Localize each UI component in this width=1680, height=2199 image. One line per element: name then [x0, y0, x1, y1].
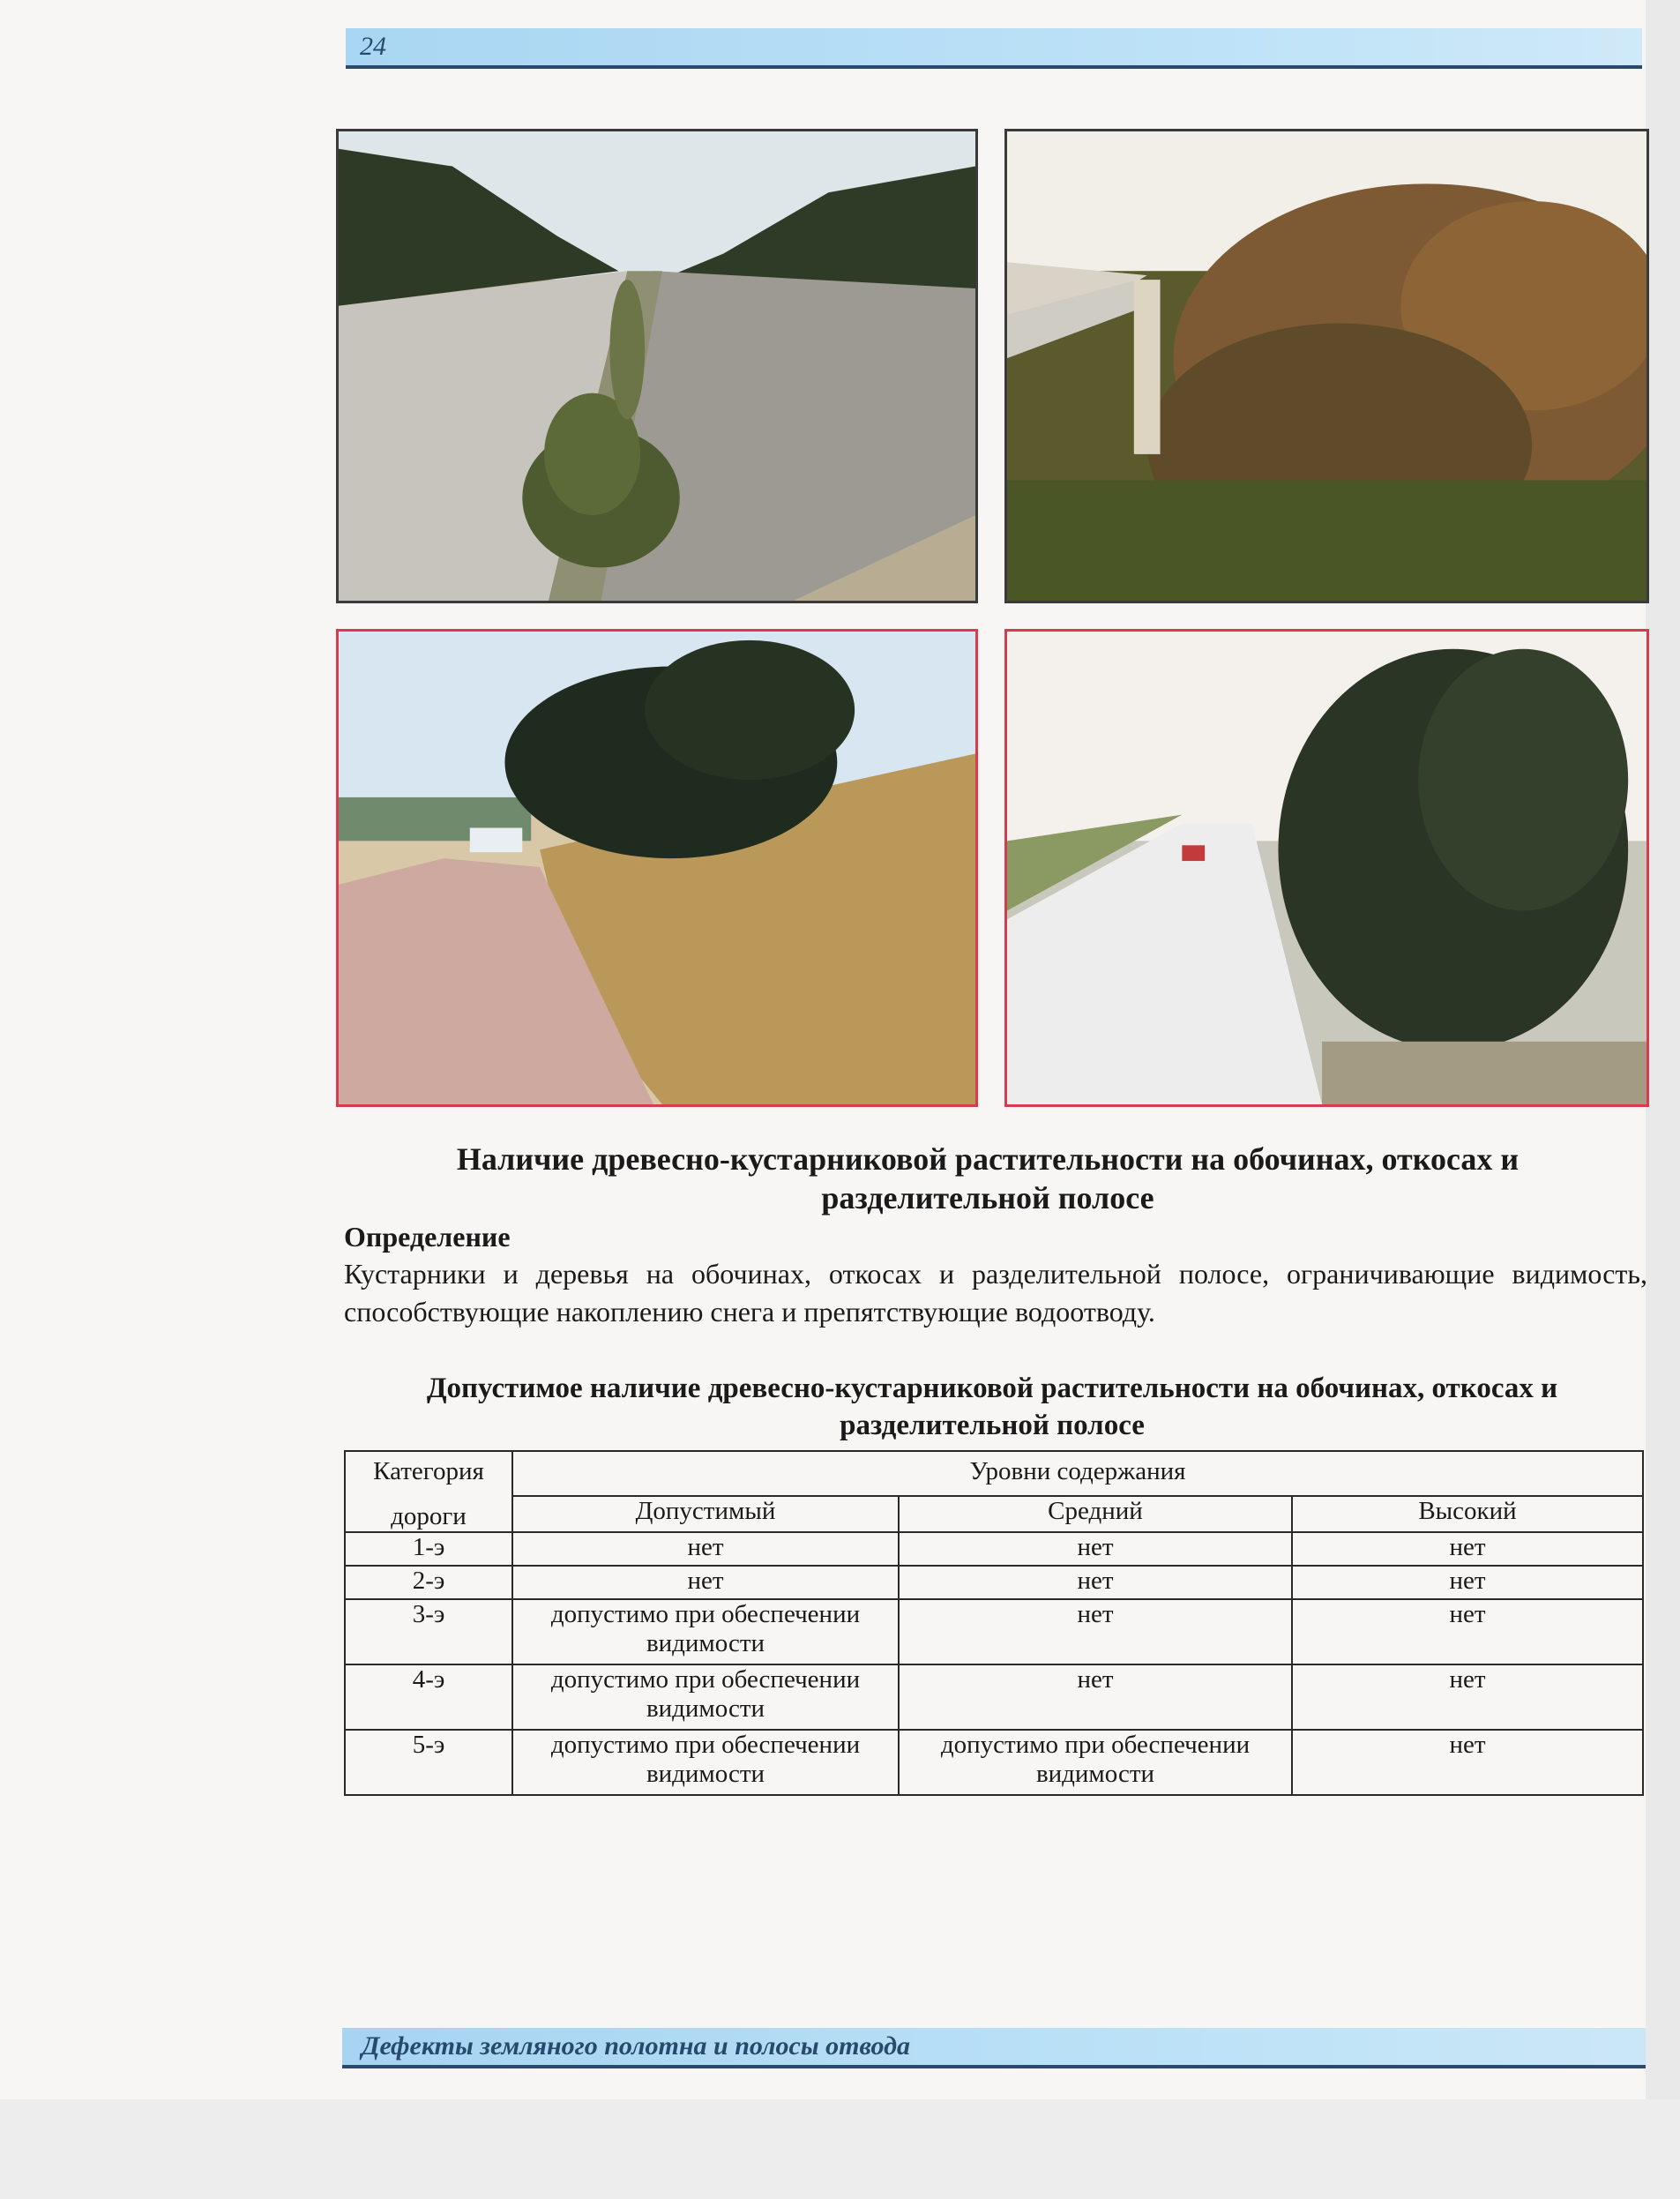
column-header-high: Высокий: [1292, 1496, 1643, 1532]
cell-high: нет: [1292, 1532, 1643, 1566]
table-title: Допустимое наличие древесно-кустарниковой растительности на обочинах, откосах и разделительной полосе: [426, 1373, 1558, 1441]
definition-text: Кустарники и деревья на обочинах, откосах и разделительной полосе, ограничивающие видимость, способствующие накоплению снега и препятствующие водоотводу.: [344, 1258, 1647, 1328]
cell-permissible: допустимо при обеспечении видимости: [512, 1730, 899, 1795]
cell-high: нет: [1292, 1664, 1643, 1730]
scan-margin-bottom: [0, 2099, 1680, 2199]
header-category-line2: дороги: [391, 1502, 467, 1530]
page-number: 24: [360, 32, 386, 61]
cell-permissible: допустимо при обеспечении видимости: [512, 1599, 899, 1664]
cell-high: нет: [1292, 1730, 1643, 1795]
table-row: [345, 1664, 1643, 1730]
cell-permissible: допустимо при обеспечении видимости: [512, 1664, 899, 1730]
table-row: [345, 1730, 1643, 1795]
row-category: 1-э: [345, 1532, 512, 1566]
page-footer-bar: [342, 2028, 1646, 2068]
cell-permissible: нет: [512, 1532, 899, 1566]
cell-high: нет: [1292, 1599, 1643, 1664]
table-row: [345, 1599, 1643, 1664]
column-header-medium: Средний: [899, 1496, 1292, 1532]
maintenance-levels-table: [344, 1450, 1644, 1796]
footer-chapter-title: Дефекты земляного полотна и полосы отвода: [362, 2031, 911, 2061]
photo-roadside-shrub: [336, 129, 978, 603]
cell-permissible: нет: [512, 1566, 899, 1599]
row-category: 2-э: [345, 1566, 512, 1599]
scan-margin-right: [1646, 0, 1680, 2199]
header-category: [345, 1451, 512, 1532]
section-title: Наличие древесно-кустарниковой растительности на обочинах, откосах и разделительной полосе: [456, 1141, 1519, 1215]
photo-tree-on-shoulder: [1004, 629, 1649, 1107]
cell-medium: нет: [899, 1532, 1292, 1566]
cell-high: нет: [1292, 1566, 1643, 1599]
table-subheader-row: [345, 1496, 1643, 1532]
row-category: 5-э: [345, 1730, 512, 1795]
cell-medium: нет: [899, 1599, 1292, 1664]
table-row: [345, 1566, 1643, 1599]
photo-dense-bushes: [1004, 129, 1649, 603]
table-header-row: [345, 1451, 1643, 1496]
header-category-line1: Категория: [373, 1457, 484, 1485]
column-header-permissible: Допустимый: [512, 1496, 899, 1532]
header-levels: Уровни содержания: [512, 1451, 1643, 1496]
photo-tree-on-slope: [336, 629, 978, 1107]
page-header-bar: [346, 28, 1642, 69]
row-category: 3-э: [345, 1599, 512, 1664]
row-category: 4-э: [345, 1664, 512, 1730]
cell-medium: допустимо при обеспечении видимости: [899, 1730, 1292, 1795]
cell-medium: нет: [899, 1664, 1292, 1730]
definition-heading: Определение: [344, 1221, 511, 1253]
cell-medium: нет: [899, 1566, 1292, 1599]
table-row: [345, 1532, 1643, 1566]
